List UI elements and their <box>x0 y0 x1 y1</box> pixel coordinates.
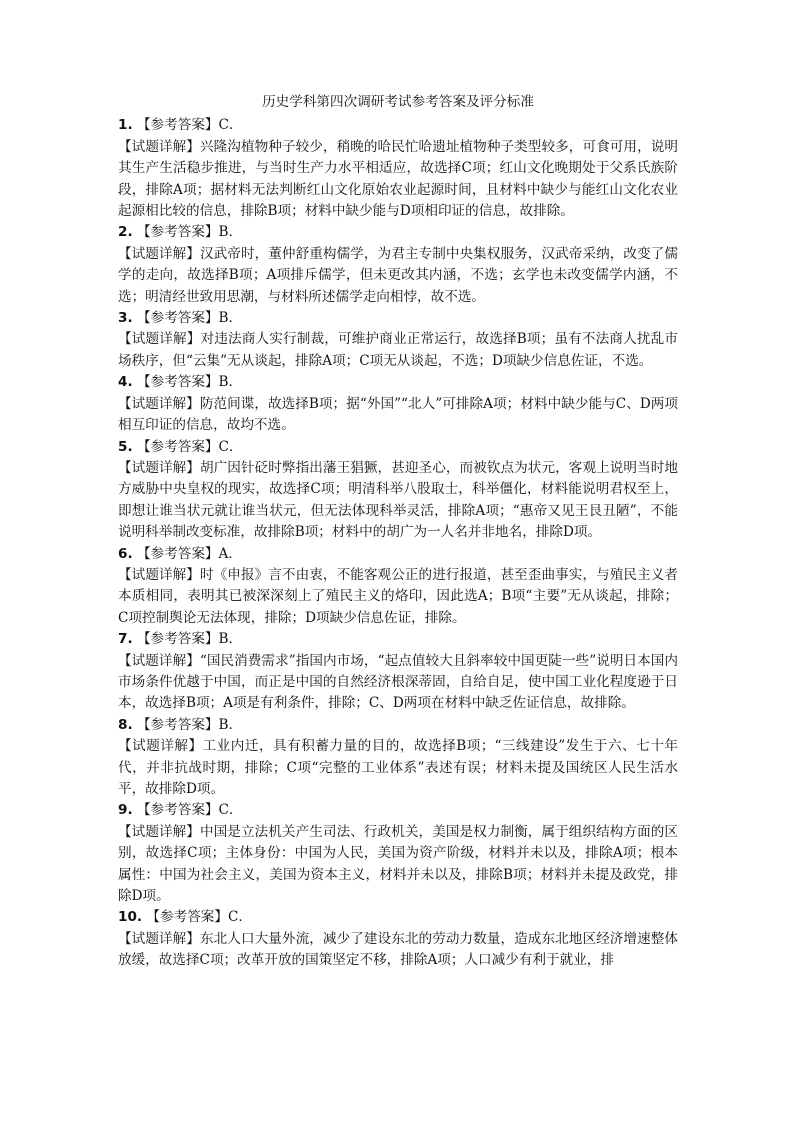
detail-tag: 【试题详解】 <box>118 395 200 412</box>
detail-paragraph <box>118 394 678 437</box>
answer-line <box>118 715 678 736</box>
answer-value: B． <box>218 224 243 241</box>
answer-line <box>118 115 678 136</box>
answer-line <box>118 800 678 821</box>
answer-line <box>118 222 678 243</box>
answer-document <box>118 92 678 972</box>
question-number: 5. <box>118 438 133 455</box>
page-title: 历史学科第四次调研考试参考答案及评分标准 <box>262 94 534 110</box>
answer-value: B． <box>218 716 243 733</box>
detail-text: 汉武帝时，董仲舒重构儒学，为君主专制中央集权服务，汉武帝采纳，改变了儒学的走向，故选择B项；A项排斥儒学，但未更改其内涵，不选；玄学也未改变儒学内涵，不选；明清经世致用思潮，与材料所述儒学走向相悖，故不选。 <box>118 245 679 305</box>
question-number: 9. <box>118 802 133 819</box>
answer-value: B． <box>218 374 243 391</box>
answer-line <box>118 372 678 393</box>
question-item <box>118 437 678 544</box>
detail-paragraph <box>118 929 678 972</box>
detail-paragraph <box>118 244 678 308</box>
answer-value: C． <box>218 802 243 819</box>
answer-value: B． <box>218 631 243 648</box>
detail-text: 兴隆沟植物种子较少，稍晚的哈民忙哈遗址植物种子类型较多，可食可用，说明其生产生活稳步推进，与当时生产力水平相适应，故选择C项；红山文化晚期处于父系氏族阶段，排除A项；据材料无法判断红山文化原始农业起源时间，且材料中缺少与能红山文化农业起源相比较的信息，排除B项；材料中缺少能与D项相印证的信息，故排除。 <box>118 138 679 220</box>
detail-paragraph <box>118 651 678 715</box>
question-item <box>118 715 678 801</box>
answer-tag: 【参考答案】 <box>136 374 219 391</box>
question-item <box>118 544 678 630</box>
question-item <box>118 222 678 308</box>
answer-value: C． <box>227 909 252 926</box>
detail-paragraph <box>118 458 678 544</box>
answer-line <box>118 907 678 928</box>
answer-value: C． <box>218 117 243 134</box>
detail-tag: 【试题详解】 <box>118 245 200 262</box>
answer-tag: 【参考答案】 <box>136 631 219 648</box>
question-item <box>118 308 678 372</box>
question-number: 6. <box>118 545 133 562</box>
detail-tag: 【试题详解】 <box>118 138 200 155</box>
question-number: 7. <box>118 631 133 648</box>
detail-tag: 【试题详解】 <box>118 738 203 755</box>
detail-text: 胡广因针砭时弊指出藩王猖獗，甚迎圣心，而被钦点为状元，客观上说明当时地方威胁中央皇权的现实，故选择C项；明清科举八股取士，科举僵化，材料能说明君权至上，即想让谁当状元就让谁当状元，但无法体现科举灵活，排除A项；“惠帝又见王艮丑陋”，不能说明科举制改变标准，故排除B项；材料中的胡广为一人名并非地名，排除D项。 <box>118 459 679 541</box>
answer-value: B． <box>218 310 243 327</box>
detail-text: 工业内迁，具有积蓄力量的目的，故选择B项；“三线建设”发生于六、七十年代，并非抗战时期，排除；C项“完整的工业体系”表述有误；材料未提及国统区人民生活水平，故排除D项。 <box>118 738 679 797</box>
detail-text: 东北人口大量外流，减少了建设东北的劳动力数量，造成东北地区经济增速整体放缓，故选择C项；改革开放的国策坚定不移，排除A项；人口减少有利于就业，排 <box>118 930 679 969</box>
question-item <box>118 115 678 222</box>
answer-line <box>118 544 678 565</box>
answer-tag: 【参考答案】 <box>136 438 219 455</box>
detail-text: 防范间谍，故选择B项；据“外国”“北人”可排除A项；材料中缺少能与C、D两项相互印证的信息，故均不选。 <box>118 395 679 434</box>
answer-tag: 【参考答案】 <box>146 909 228 926</box>
detail-paragraph <box>118 565 678 629</box>
question-number: 1. <box>118 117 133 134</box>
detail-tag: 【试题详解】 <box>118 331 201 348</box>
detail-paragraph <box>118 137 678 223</box>
question-number: 2. <box>118 224 133 241</box>
answer-line <box>118 308 678 329</box>
question-item <box>118 629 678 715</box>
detail-tag: 【试题详解】 <box>118 652 200 669</box>
question-number: 3. <box>118 310 133 327</box>
detail-tag: 【试题详解】 <box>118 930 200 947</box>
answer-tag: 【参考答案】 <box>136 716 219 733</box>
detail-text: 对违法商人实行制裁，可维护商业正常运行，故选择B项；虽有不法商人扰乱市场秩序，但“云集”无从谈起，排除A项；C项无从谈起，不选；D项缺少信息佐证，不选。 <box>118 331 678 369</box>
question-item <box>118 372 678 436</box>
detail-paragraph <box>118 736 678 800</box>
question-item <box>118 907 678 971</box>
detail-paragraph <box>118 329 678 372</box>
question-list <box>118 115 678 971</box>
detail-tag: 【试题详解】 <box>118 823 200 840</box>
answer-tag: 【参考答案】 <box>136 224 219 241</box>
detail-tag: 【试题详解】 <box>118 566 200 583</box>
question-number: 4. <box>118 374 133 391</box>
question-number: 8. <box>118 716 133 733</box>
answer-tag: 【参考答案】 <box>136 802 219 819</box>
detail-paragraph <box>118 822 678 908</box>
answer-line <box>118 437 678 458</box>
answer-tag: 【参考答案】 <box>136 310 219 327</box>
detail-text: 时《申报》言不由衷，不能客观公正的进行报道，甚至歪曲事实，与殖民主义者本质相同，表明其已被深深刻上了殖民主义的烙印，因此选A；B项“主要”无从谈起，排除；C项控制舆论无法体现，排除；D项缺少信息佐证，排除。 <box>118 566 679 626</box>
answer-line <box>118 629 678 650</box>
answer-tag: 【参考答案】 <box>136 545 219 562</box>
detail-text: “国民消费需求”指国内市场，“起点值较大且斜率较中国更陡一些”说明日本国内市场条件优越于中国，而正是中国的自然经济根深蒂固，自给自足，使中国工业化程度逊于日本，故选择B项；A项是有利条件，排除；C、D两项在材料中缺乏佐证信息，故排除。 <box>118 652 679 712</box>
question-number: 10. <box>118 909 143 926</box>
detail-tag: 【试题详解】 <box>118 459 200 476</box>
answer-value: C． <box>218 438 243 455</box>
answer-tag: 【参考答案】 <box>136 117 219 134</box>
answer-value: A． <box>218 545 242 562</box>
detail-text: 中国是立法机关产生司法、行政机关，美国是权力制衡，属于组织结构方面的区别，故选择C项；主体身份：中国为人民，美国为资产阶级，材料并未以及，排除A项；根本属性：中国为社会主义，美国为资本主义，材料并未以及，排除B项；材料并未提及政党，排除D项。 <box>118 823 679 905</box>
question-item <box>118 800 678 907</box>
